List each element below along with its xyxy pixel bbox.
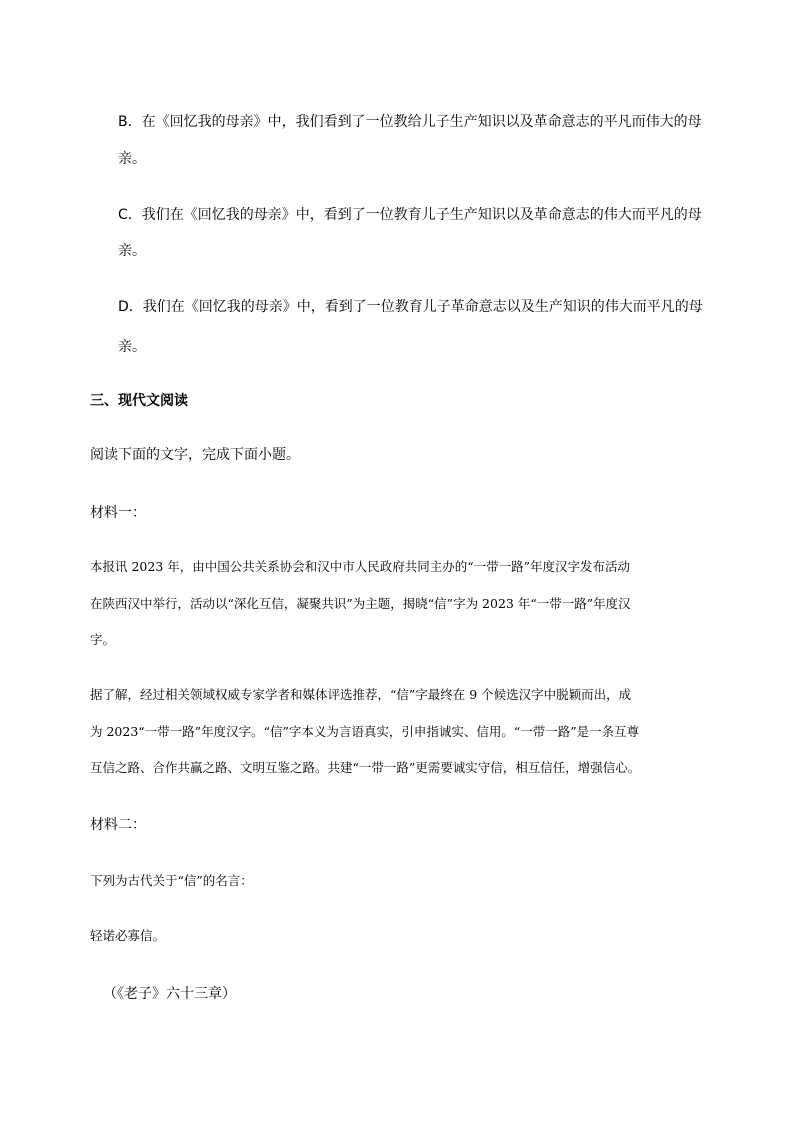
material-two-quote: 轻诺必寡信。 [90, 928, 166, 943]
material-two-intro: 下列为古代关于“信”的名言： [90, 873, 253, 888]
material-one-para1-line-1: 本报讯 2023 年，由中国公共关系协会和汉中市人民政府共同主办的“一带一路”年度汉字发布活动 [90, 559, 631, 574]
option-d-line-2: 亲。 [118, 339, 146, 355]
section-heading: 三、现代文阅读 [90, 393, 188, 409]
material-two-quote-source: （《老子》六十三章） [103, 986, 236, 1002]
material-two-label: 材料二： [90, 817, 146, 833]
material-one-para2-line-2: 为 2023“一带一路”年度汉字。“信”字本义为言语真实，引申指诚实、信用。“一带一路”是一条互尊 [90, 724, 640, 739]
option-c-line-1: C．我们在《回忆我的母亲》中，看到了一位教育儿子生产知识以及革命意志的伟大而平凡的母 [118, 207, 702, 223]
material-one-para1-line-2: 在陕西汉中举行，活动以“深化互信，凝聚共识”为主题，揭晓“信”字为 2023 年“一带一路”年度汉 [90, 596, 631, 611]
option-c-line-2: 亲。 [118, 243, 146, 259]
material-one-para2-line-1: 据了解，经过相关领域权威专家学者和媒体评选推荐，“信”字最终在 9 个候选汉字中脱颖而出，成 [90, 687, 632, 702]
option-d-line-1: D．我们在《回忆我的母亲》中，看到了一位教育儿子革命意志以及生产知识的伟大而平凡的母 [118, 299, 703, 315]
material-one-label: 材料一： [90, 505, 146, 521]
material-one-para1-line-3: 字。 [90, 632, 116, 647]
option-b-line-1: B．在《回忆我的母亲》中，我们看到了一位教给儿子生产知识以及革命意志的平凡而伟大的母 [118, 114, 702, 130]
material-one-para2-line-3: 互信之路、合作共赢之路、文明互鉴之路。共建“一带一路”更需要诚实守信，相互信任，增强信心。 [90, 760, 641, 775]
option-b-line-2: 亲。 [118, 151, 146, 167]
reading-instruction: 阅读下面的文字，完成下面小题。 [90, 447, 300, 463]
